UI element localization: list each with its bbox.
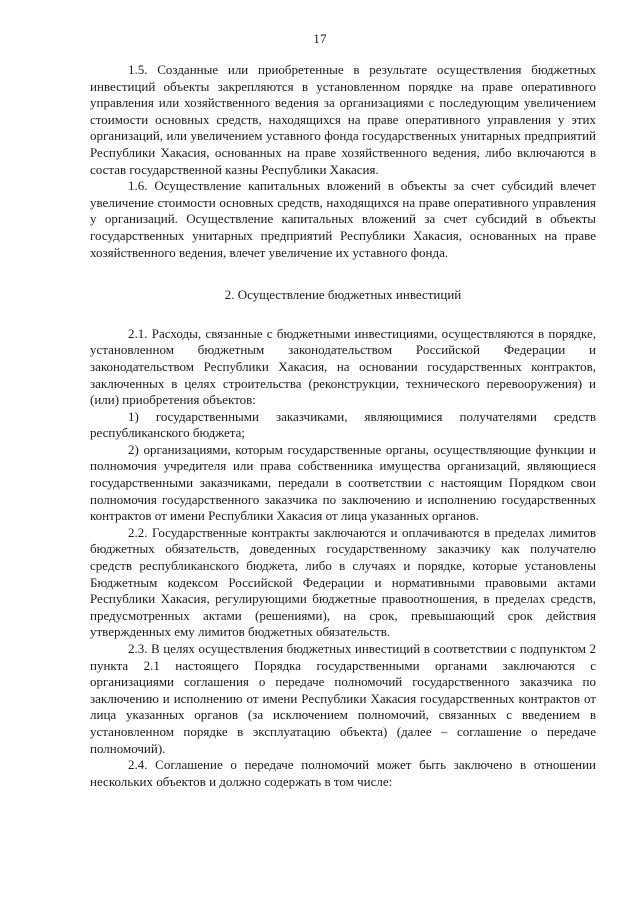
paragraph-2-1: 2.1. Расходы, связанные с бюджетными инвестициями, осуществляются в порядке, установленном бюджетным законодательством Российской Федерации и законодательством Республики Хакасия, на основании государственных контрактов, заключенных в целях строительства (реконструкции, технического перевооружения) и (или) приобретения объектов:: [90, 325, 596, 408]
document-body: [90, 62, 596, 790]
page-number: 17: [313, 31, 327, 46]
section-heading: 2. Осуществление бюджетных инвестиций: [224, 287, 462, 303]
paragraph-2-4: 2.4. Соглашение о передаче полномочий может быть заключено в отношении нескольких объектов и должно содержать в том числе:: [90, 757, 596, 789]
paragraph-2-3: 2.3. В целях осуществления бюджетных инвестиций в соответствии с подпунктом 2 пункта 2.1 настоящего Порядка государственными органами заключаются с организациями соглашения о передаче полномочий государственного заказчика по заключению и исполнению от имени Республики Хакасия государственных контрактов от лица указанных органов (за исключением полномочий, связанных с введением в установленном порядке в эксплуатацию объекта) (далее – соглашение о передаче полномочий).: [90, 641, 596, 756]
paragraph-2-2: 2.2. Государственные контракты заключаются и оплачиваются в пределах лимитов бюджетных обязательств, доведенных государственному заказчику как получателю средств республиканского бюджета, либо в случаях и порядке, которые установлены Бюджетным кодексом Российской Федерации и нормативными правовыми актами Республики Хакасия, регулирующими бюджетные правоотношения, в пределах средств, предусмотренных актами (решениями), на срок, превышающий срок действия утвержденных ему лимитов бюджетных обязательств.: [90, 524, 596, 640]
paragraph-1-5: 1.5. Созданные или приобретенные в результате осуществления бюджетных инвестиций объекты закрепляются в установленном порядке на праве оперативного управления или хозяйственного ведения за организациями с последующим увеличением стоимости основных средств, находящихся на праве оперативного управления у этих организаций, или увеличением уставного фонда государственных унитарных предприятий Республики Хакасия, основанных на праве хозяйственного ведения, либо включаются в состав государственной казны Республики Хакасия.: [90, 62, 596, 177]
list-item-2-1-1: 1) государственными заказчиками, являющимися получателями средств республиканского бюджета;: [90, 408, 596, 441]
list-item-2-1-2: 2) организациями, которым государственные органы, осуществляющие функции и полномочия учредителя или права собственника имущества организаций, являющиеся государственными заказчиками, передали в соответствии с настоящим Порядком свои полномочия государственного заказчика по заключению и исполнению государственных контрактов от имени Республики Хакасия от лица указанных органов.: [90, 441, 596, 524]
paragraph-1-6: 1.6. Осуществление капитальных вложений в объекты за счет субсидий влечет увеличение стоимости основных средств, находящихся на праве оперативного управления у организаций. Осуществление капитальных вложений за счет субсидий в объекты государственных унитарных предприятий Республики Хакасия, основанных на праве хозяйственного ведения, влечет увеличение их уставного фонда.: [90, 178, 596, 260]
